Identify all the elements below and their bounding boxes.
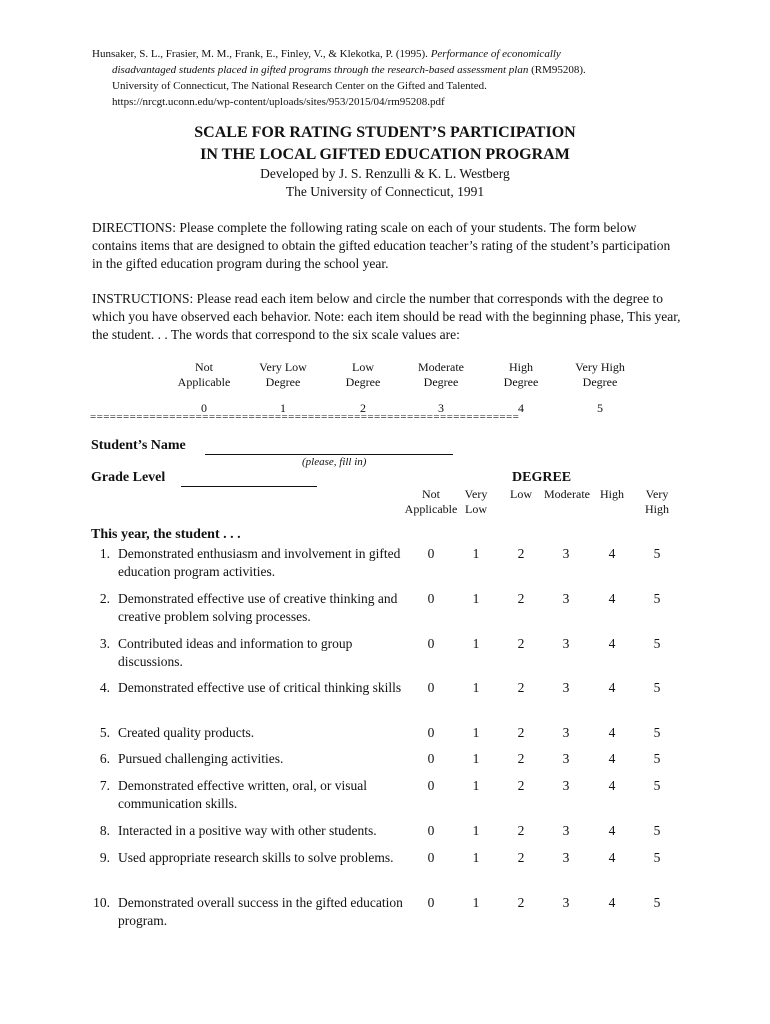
item-number: 2. xyxy=(99,591,110,606)
rating-option-0[interactable]: 0 xyxy=(427,546,435,561)
rating-option-4[interactable]: 4 xyxy=(608,725,616,740)
rating-option-3[interactable]: 3 xyxy=(562,823,570,838)
col-header-very-low: Very Low xyxy=(464,487,488,516)
rating-option-0[interactable]: 0 xyxy=(427,591,435,606)
rating-option-4[interactable]: 4 xyxy=(608,546,616,561)
rating-option-4[interactable]: 4 xyxy=(608,636,616,651)
directions-paragraph: DIRECTIONS: Please complete the following rating scale on each of your students. The form below contains items that are designed to obtain the gifted education teacher’s rating of the student’s participation in the gifted education program during the school year. xyxy=(92,220,671,271)
rating-option-2[interactable]: 2 xyxy=(517,636,525,651)
scale-value-4: High Degree 4 xyxy=(503,360,539,415)
degree-heading: DEGREE xyxy=(512,470,572,485)
rating-option-0[interactable]: 0 xyxy=(427,680,435,695)
rating-option-2[interactable]: 2 xyxy=(517,591,525,606)
rating-option-1[interactable]: 1 xyxy=(472,751,480,766)
citation-publisher: University of Connecticut, The National Research Center on the Gifted and Talented. xyxy=(112,80,487,92)
rating-option-2[interactable]: 2 xyxy=(517,823,525,838)
rating-option-1[interactable]: 1 xyxy=(472,850,480,865)
rating-option-3[interactable]: 3 xyxy=(562,546,570,561)
item-text: Demonstrated overall success in the gifted education program. xyxy=(118,895,403,928)
rating-option-4[interactable]: 4 xyxy=(608,680,616,695)
rating-option-1[interactable]: 1 xyxy=(472,823,480,838)
rating-option-3[interactable]: 3 xyxy=(562,680,570,695)
student-name-label: Student’s Name xyxy=(91,438,186,453)
item-text: Created quality products. xyxy=(118,725,255,740)
citation xyxy=(92,46,692,110)
rating-option-0[interactable]: 0 xyxy=(427,751,435,766)
rating-option-3[interactable]: 3 xyxy=(562,636,570,651)
rating-option-3[interactable]: 3 xyxy=(562,591,570,606)
col-header-moderate: Moderate xyxy=(544,487,590,501)
rating-option-2[interactable]: 2 xyxy=(517,751,525,766)
rating-option-2[interactable]: 2 xyxy=(517,778,525,793)
rating-option-5[interactable]: 5 xyxy=(653,725,661,740)
item-text: Interacted in a positive way with other students. xyxy=(118,823,377,838)
item-number: 5. xyxy=(99,725,110,740)
item-text: Demonstrated effective written, oral, or visual communication skills. xyxy=(118,778,368,811)
rating-option-4[interactable]: 4 xyxy=(608,751,616,766)
item-number: 3. xyxy=(99,636,110,651)
item-number: 4. xyxy=(99,680,110,695)
grade-level-label: Grade Level xyxy=(91,470,166,485)
citation-title-part1: Performance of economically xyxy=(430,48,561,60)
col-header-very-high: Very High xyxy=(645,487,669,516)
rating-option-0[interactable]: 0 xyxy=(427,725,435,740)
scale-value-5: Very High Degree 5 xyxy=(575,360,625,415)
rating-option-5[interactable]: 5 xyxy=(653,778,661,793)
scale-value-2: Low Degree 2 xyxy=(345,360,381,415)
rating-option-3[interactable]: 3 xyxy=(562,850,570,865)
grade-level-field[interactable] xyxy=(181,486,317,487)
citation-report-id: (RM95208). xyxy=(528,64,586,76)
page-title-line1: SCALE FOR RATING STUDENT’S PARTICIPATION xyxy=(194,124,576,141)
student-name-field[interactable] xyxy=(205,454,453,455)
item-text: Pursued challenging activities. xyxy=(118,751,284,766)
rating-option-2[interactable]: 2 xyxy=(517,895,525,910)
page-title-line2: IN THE LOCAL GIFTED EDUCATION PROGRAM xyxy=(200,146,570,163)
citation-authors: Hunsaker, S. L., Frasier, M. M., Frank, E., Finley, V., & Klekotka, P. (1995). xyxy=(92,48,431,60)
item-text: Demonstrated effective use of critical thinking skills xyxy=(118,680,402,695)
scale-value-3: Moderate Degree 3 xyxy=(418,360,464,415)
rating-option-1[interactable]: 1 xyxy=(472,778,480,793)
rating-option-0[interactable]: 0 xyxy=(427,850,435,865)
rating-option-0[interactable]: 0 xyxy=(427,823,435,838)
item-number: 1. xyxy=(99,546,110,561)
col-header-high: High xyxy=(600,487,624,501)
rating-option-2[interactable]: 2 xyxy=(517,725,525,740)
rating-option-3[interactable]: 3 xyxy=(562,778,570,793)
instructions-paragraph: INSTRUCTIONS: Please read each item below and circle the number that corresponds with the degree to which you have observed each behavior. Note: each item should be read with the beginning phase, This year, the student. . . The words that correspond to the six scale values are: xyxy=(92,291,681,342)
rating-option-4[interactable]: 4 xyxy=(608,895,616,910)
col-header-not-applicable: Not Applicable xyxy=(404,487,458,516)
rating-option-0[interactable]: 0 xyxy=(427,778,435,793)
item-text: Used appropriate research skills to solve problems. xyxy=(118,850,394,865)
rating-option-5[interactable]: 5 xyxy=(653,823,661,838)
rating-option-2[interactable]: 2 xyxy=(517,850,525,865)
rating-option-1[interactable]: 1 xyxy=(472,591,480,606)
rating-option-0[interactable]: 0 xyxy=(427,895,435,910)
item-text: Demonstrated effective use of creative thinking and creative problem solving processes. xyxy=(118,591,398,624)
rating-option-4[interactable]: 4 xyxy=(608,778,616,793)
rating-option-2[interactable]: 2 xyxy=(517,546,525,561)
rating-option-5[interactable]: 5 xyxy=(653,546,661,561)
rating-option-5[interactable]: 5 xyxy=(653,895,661,910)
item-text: Contributed ideas and information to group discussions. xyxy=(118,636,353,669)
citation-title-part2: disadvantaged students placed in gifted programs through the research-based assessment plan xyxy=(112,64,529,76)
rating-option-3[interactable]: 3 xyxy=(562,895,570,910)
items-intro: This year, the student . . . xyxy=(91,527,241,542)
rating-option-2[interactable]: 2 xyxy=(517,680,525,695)
rating-option-1[interactable]: 1 xyxy=(472,725,480,740)
rating-option-4[interactable]: 4 xyxy=(608,850,616,865)
item-text: Demonstrated enthusiasm and involvement in gifted education program activities. xyxy=(118,546,401,579)
institution: The University of Connecticut, 1991 xyxy=(285,184,485,199)
fill-in-note: (please, fill in) xyxy=(302,456,367,468)
developed-by: Developed by J. S. Renzulli & K. L. Westberg xyxy=(260,166,510,181)
item-number: 9. xyxy=(99,850,110,865)
rating-option-3[interactable]: 3 xyxy=(562,751,570,766)
item-number: 7. xyxy=(99,778,110,793)
rating-option-5[interactable]: 5 xyxy=(653,751,661,766)
rating-option-5[interactable]: 5 xyxy=(653,680,661,695)
item-number: 8. xyxy=(99,823,110,838)
scale-value-0: Not Applicable 0 xyxy=(177,360,231,415)
rating-option-4[interactable]: 4 xyxy=(608,591,616,606)
rating-option-5[interactable]: 5 xyxy=(653,850,661,865)
col-header-low: Low xyxy=(510,487,532,501)
scale-value-1: Very Low Degree 1 xyxy=(259,360,307,415)
rating-option-5[interactable]: 5 xyxy=(653,636,661,651)
rating-option-4[interactable]: 4 xyxy=(608,823,616,838)
rating-option-0[interactable]: 0 xyxy=(427,636,435,651)
item-number: 6. xyxy=(99,751,110,766)
rating-option-3[interactable]: 3 xyxy=(562,725,570,740)
rating-option-1[interactable]: 1 xyxy=(472,680,480,695)
rating-option-1[interactable]: 1 xyxy=(472,895,480,910)
rating-option-5[interactable]: 5 xyxy=(653,591,661,606)
item-number: 10. xyxy=(93,895,110,910)
citation-url: https://nrcgt.uconn.edu/wp-content/uploads/sites/953/2015/04/rm95208.pdf xyxy=(112,96,445,108)
rating-option-1[interactable]: 1 xyxy=(472,636,480,651)
rating-option-1[interactable]: 1 xyxy=(472,546,480,561)
separator-rule: ================================================================= xyxy=(90,411,520,423)
